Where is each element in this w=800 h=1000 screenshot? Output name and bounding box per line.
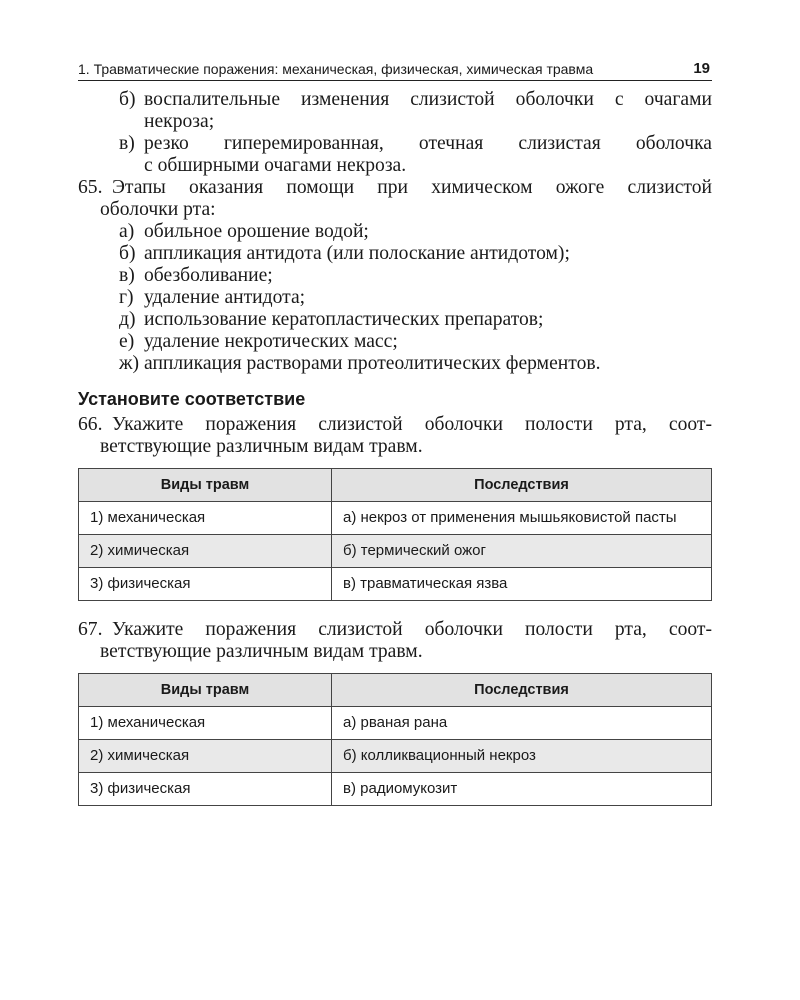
page — [78, 60, 712, 806]
matching-table-66 — [78, 468, 712, 601]
table-cell: в) радиомукозит — [332, 773, 712, 806]
table-header-row — [79, 674, 712, 707]
table-header: Последствия — [332, 469, 712, 502]
question-number: 66. — [78, 414, 103, 435]
list-item: е) удаление некротических масс; — [119, 331, 398, 352]
table-header: Виды травм — [79, 674, 332, 707]
option-b-continued: б) воспалительные изменения слизистой оболочки с очагами некроза; — [119, 89, 712, 132]
table-cell: 2) химическая — [79, 740, 332, 773]
question-list — [78, 89, 712, 806]
list-item: д) использование кератопластических препаратов; — [119, 309, 544, 330]
table-header: Последствия — [332, 674, 712, 707]
table-cell: б) термический ожог — [332, 535, 712, 568]
table-row — [79, 707, 712, 740]
question-text-line: Укажите поражения слизистой оболочки полости рта, соот- — [112, 619, 712, 640]
table-row — [79, 502, 712, 535]
option-v-continued: в) резко гиперемированная, отечная слизистая оболочка с обширными очагами некроза. — [119, 133, 712, 176]
page-number: 19 — [693, 60, 710, 77]
table-cell: в) травматическая язва — [332, 568, 712, 601]
continued-options — [78, 89, 712, 177]
table-cell: 3) физическая — [79, 773, 332, 806]
matching-table-67 — [78, 673, 712, 806]
chapter-title: 1. Травматические поражения: механическая, физическая, химическая травма — [78, 61, 594, 77]
list-item: б) аппликация антидота (или полоскание антидотом); — [119, 243, 570, 264]
question-65-options — [78, 221, 712, 375]
table-row — [79, 568, 712, 601]
table-cell: а) рваная рана — [332, 707, 712, 740]
table-cell: 3) физическая — [79, 568, 332, 601]
question-66 — [78, 414, 712, 458]
table-row — [79, 535, 712, 568]
table-header-row — [79, 469, 712, 502]
table-cell: 2) химическая — [79, 535, 332, 568]
list-item: а) обильное орошение водой; — [119, 221, 369, 242]
table-header: Виды травм — [79, 469, 332, 502]
question-number: 67. — [78, 619, 103, 640]
table-cell: а) некроз от применения мышьяковистой пасты — [332, 502, 712, 535]
question-number: 65. — [78, 177, 103, 198]
question-65 — [78, 177, 712, 221]
option-text-line: с обширными очагами некроза. — [144, 155, 407, 176]
question-text-line: Укажите поражения слизистой оболочки полости рта, соот- — [112, 414, 712, 435]
option-text-line: резко гиперемированная, отечная слизистая оболочка — [144, 133, 712, 154]
table-row — [79, 773, 712, 806]
list-item: ж) аппликация растворами протеолитических ферментов. — [119, 353, 601, 374]
question-text-line: ветствующие различным видам травм. — [100, 436, 423, 457]
question-text-line: Этапы оказания помощи при химическом ожоге слизистой — [112, 177, 712, 198]
option-text-line: некроза; — [144, 111, 215, 132]
option-text-line: воспалительные изменения слизистой оболочки с очагами — [144, 89, 712, 110]
table-cell: 1) механическая — [79, 502, 332, 535]
table-cell: 1) механическая — [79, 707, 332, 740]
table-row — [79, 740, 712, 773]
table-cell: б) колликвационный некроз — [332, 740, 712, 773]
list-item: г) удаление антидота; — [119, 287, 306, 308]
section-heading: Установите соответствие — [78, 389, 306, 409]
question-text-line: оболочки рта: — [100, 199, 216, 220]
list-item: в) обезболивание; — [119, 265, 273, 286]
question-67 — [78, 619, 712, 663]
question-text-line: ветствующие различным видам травм. — [100, 641, 423, 662]
running-header — [78, 60, 712, 81]
